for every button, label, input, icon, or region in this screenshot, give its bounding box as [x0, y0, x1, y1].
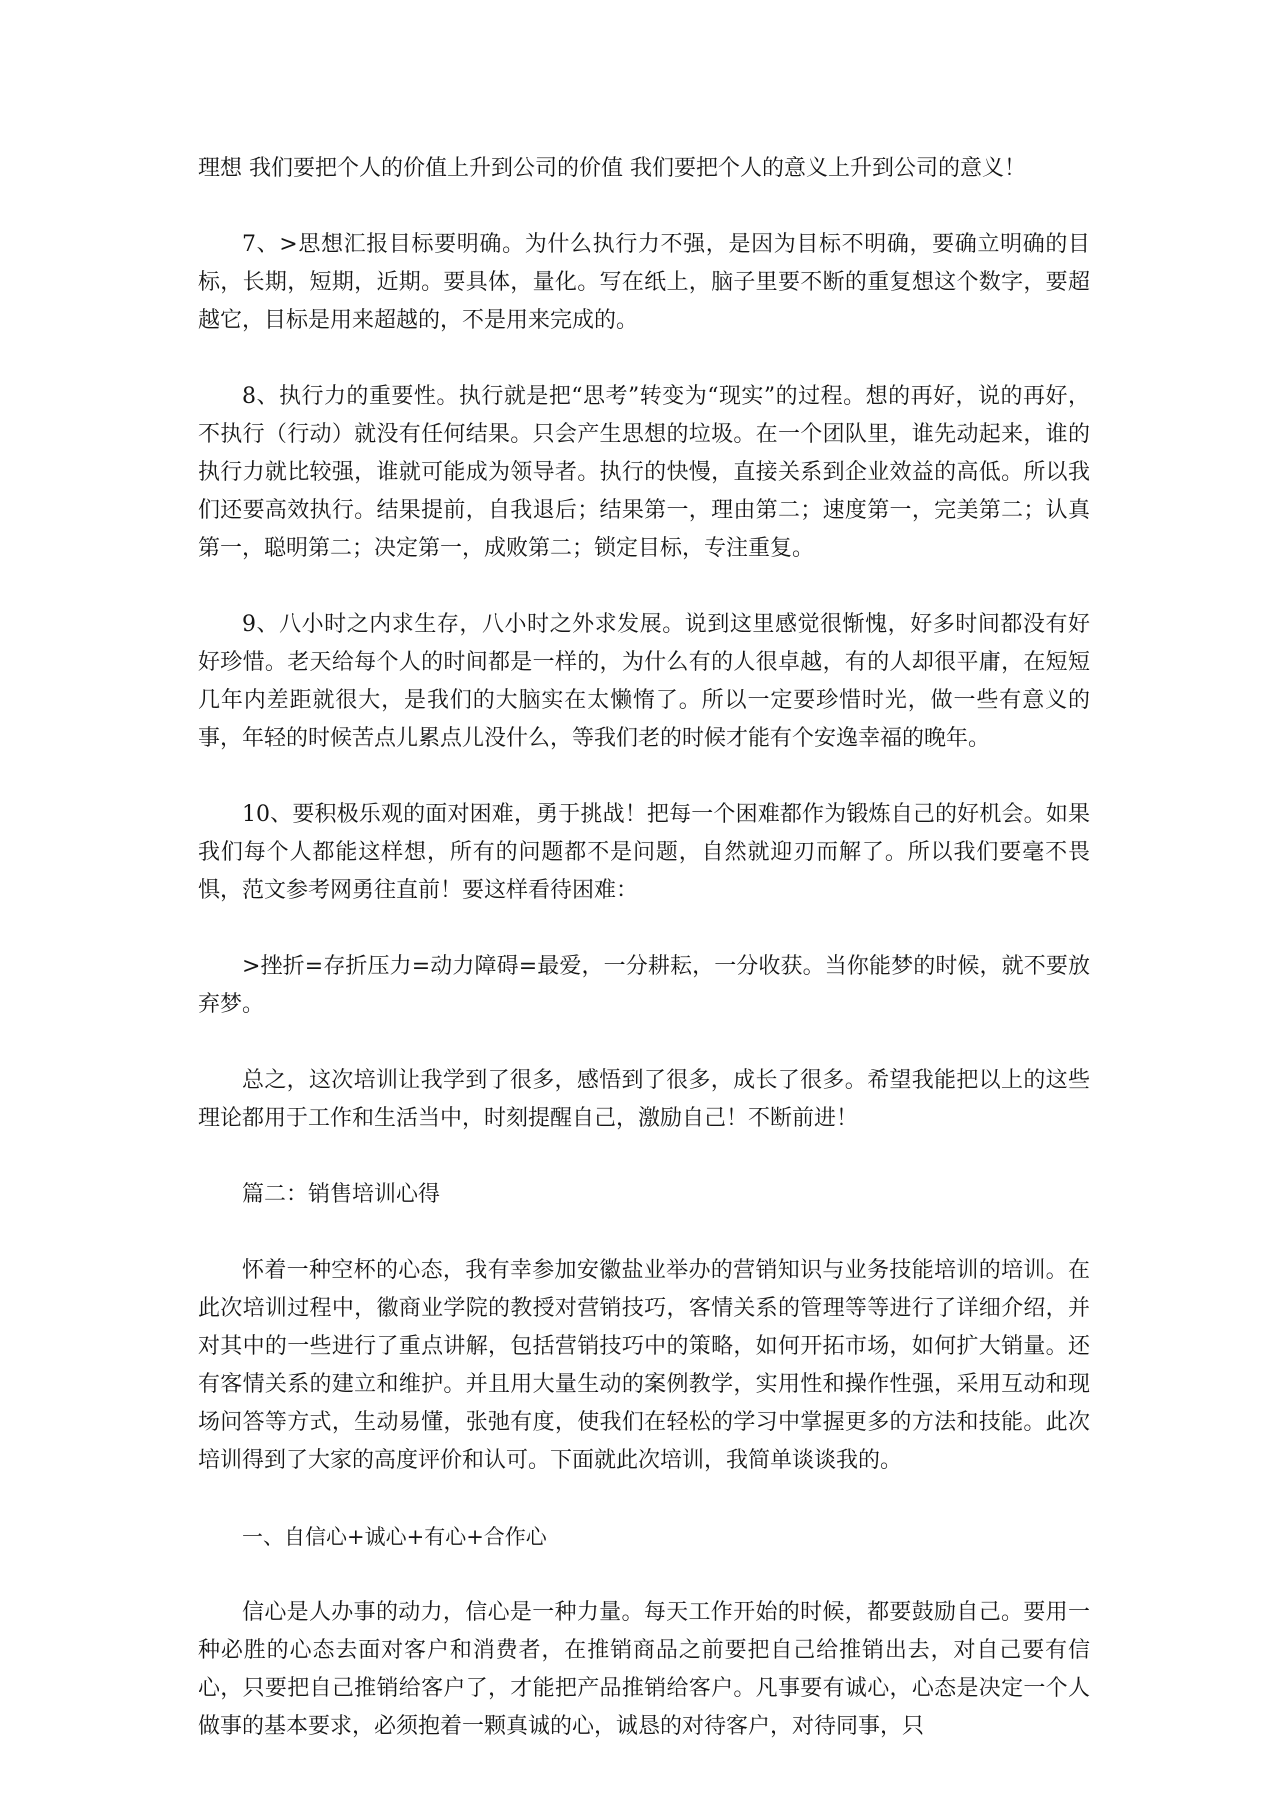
paragraph-9-time: 9、八小时之内求生存，八小时之外求发展。说到这里感觉很惭愧，好多时间都没有好好珍惜。老天给每个人的时间都是一样的，为什么有的人很卓越，有的人却很平庸，在短短几年内差距就很大，是我们的大脑实在太懒惰了。所以一定要珍惜时光，做一些有意义的事，年轻的时候苦点儿累点儿没什么，等我们老的时候才能有个安逸幸福的晚年。: [198, 612, 1090, 751]
paragraph-8-execution: 8、执行力的重要性。执行就是把“思考”转变为“现实”的过程。想的再好，说的再好，不执行（行动）就没有任何结果。只会产生思想的垃圾。在一个团队里，谁先动起来，谁的执行力就比较强，谁就可能成为领导者。执行的快慢，直接关系到企业效益的高低。所以我们还要高效执行。结果提前，自我退后；结果第一，理由第二；速度第一，完美第二；认真第一，聪明第二；决定第一，成败第二；锁定目标，专注重复。: [198, 384, 1090, 561]
paragraph-setback: >挫折=存折压力=动力障碍=最爱，一分耕耘，一分收获。当你能梦的时候，就不要放弃梦。: [198, 954, 1090, 1017]
paragraph-confidence: 信心是人办事的动力，信心是一种力量。每天工作开始的时候，都要鼓励自己。要用一种必胜的心态去面对客户和消费者，在推销商品之前要把自己给推销出去，对自己要有信心，只要把自己推销给客户了，才能把产品推销给客户。凡事要有诚心，心态是决定一个人做事的基本要求，必须抱着一颗真诚的心，诚恳的对待客户，对待同事，只: [198, 1600, 1090, 1739]
document-page: [198, 150, 1090, 1784]
paragraph-sales-training: 怀着一种空杯的心态，我有幸参加安徽盐业举办的营销知识与业务技能培训的培训。在此次培训过程中，徽商业学院的教授对营销技巧，客情关系的管理等等进行了详细介绍，并对其中的一些进行了重点讲解，包括营销技巧中的策略，如何开拓市场，如何扩大销量。还有客情关系的建立和维护。并且用大量生动的案例教学，实用性和操作性强，采用互动和现场问答等方式，生动易懂，张弛有度，使我们在轻松的学习中掌握更多的方法和技能。此次培训得到了大家的高度评价和认可。下面就此次培训，我简单谈谈我的。: [198, 1258, 1090, 1473]
sub-heading-confidence: 一、自信心+诚心+有心+合作心: [242, 1525, 547, 1549]
paragraph-ideal: 理想 我们要把个人的价值上升到公司的价值 我们要把个人的意义上升到公司的意义！: [198, 156, 1026, 181]
paragraph-10-difficulty: 10、要积极乐观的面对困难，勇于挑战！把每一个困难都作为锻炼自己的好机会。如果我们每个人都能这样想，所有的问题都不是问题，自然就迎刃而解了。所以我们要毫不畏惧，范文参考网勇往直前！要这样看待困难：: [198, 802, 1090, 903]
paragraph-7-goals: 7、>思想汇报目标要明确。为什么执行力不强，是因为目标不明确，要确立明确的目标，长期，短期，近期。要具体，量化。写在纸上，脑子里要不断的重复想这个数字，要超越它，目标是用来超越的，不是用来完成的。: [198, 232, 1090, 333]
paragraph-summary: 总之，这次培训让我学到了很多，感悟到了很多，成长了很多。希望我能把以上的这些理论都用于工作和生活当中，时刻提醒自己，激励自己！不断前进！: [198, 1068, 1090, 1131]
section-title: 篇二：销售培训心得: [242, 1182, 441, 1207]
